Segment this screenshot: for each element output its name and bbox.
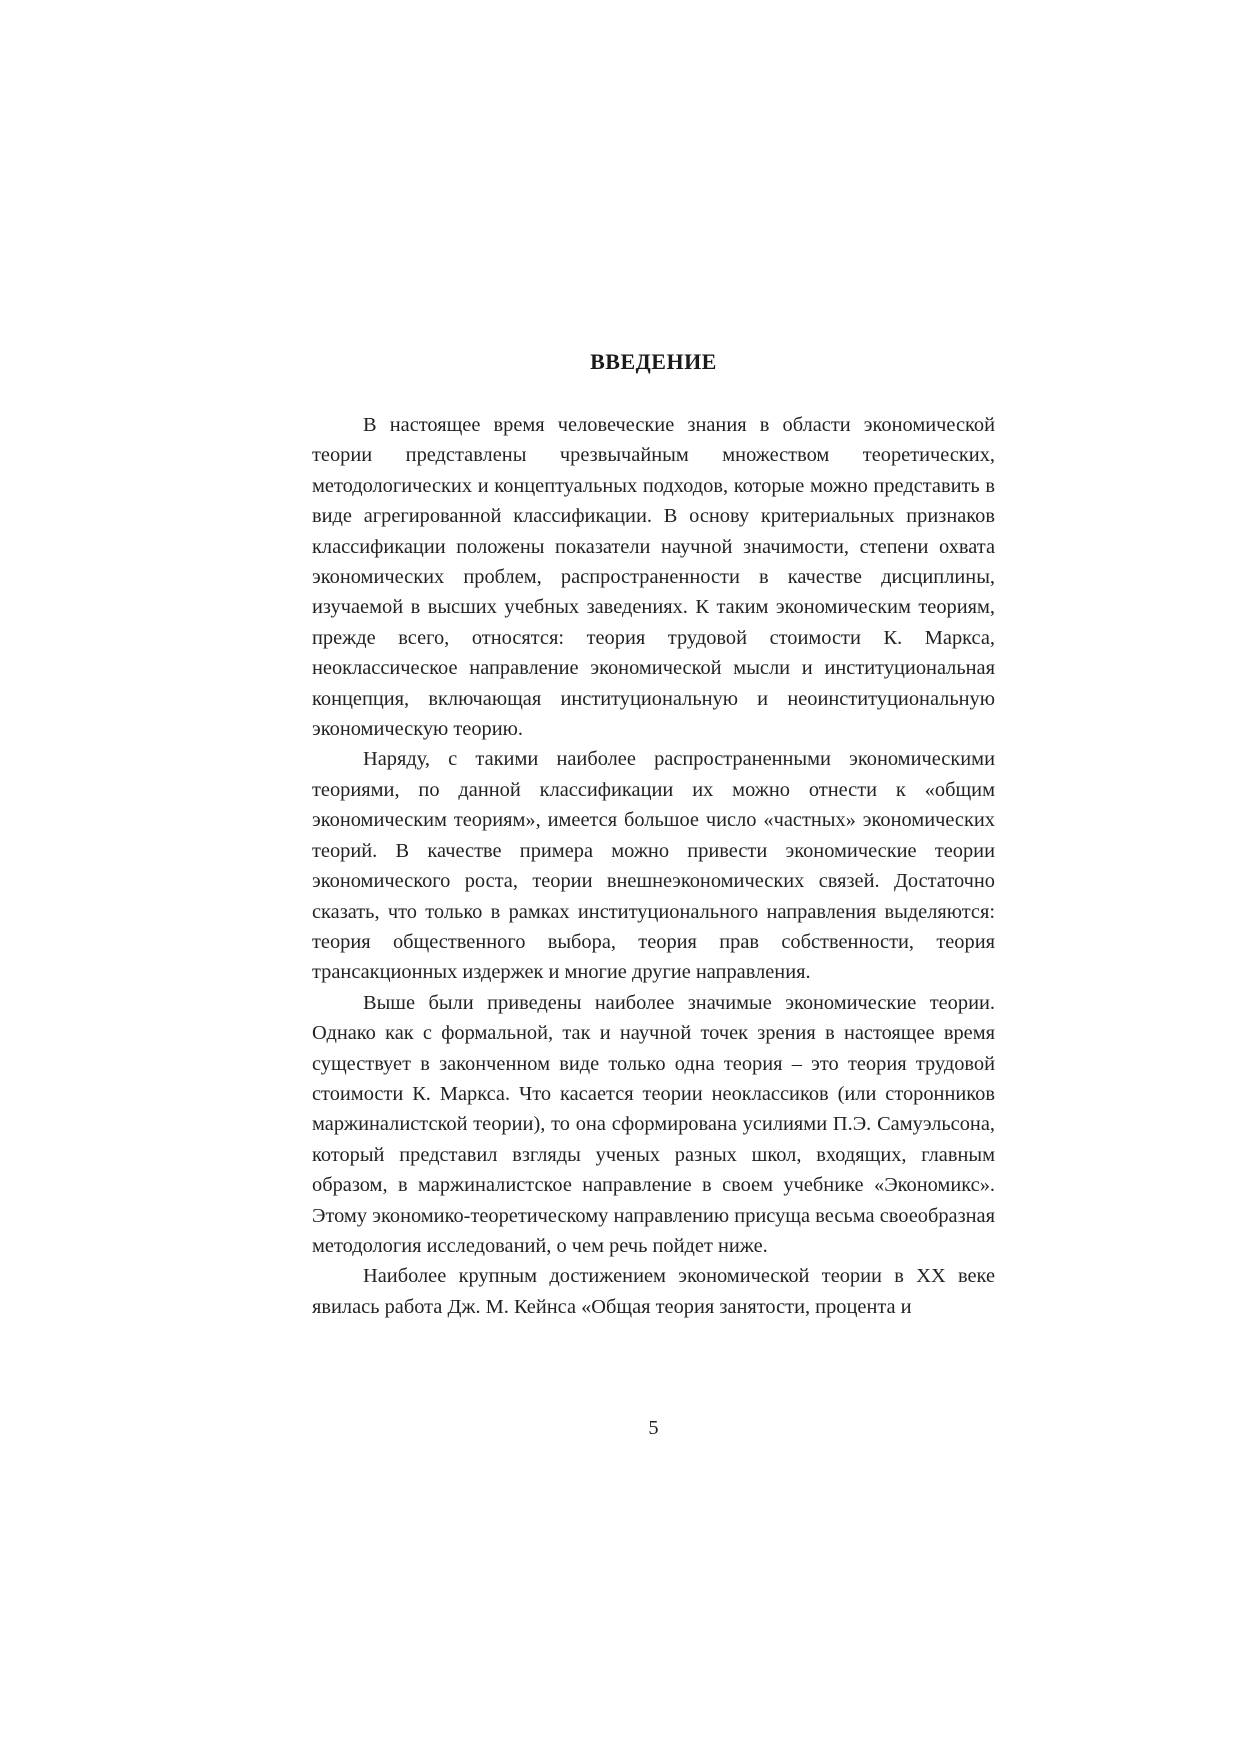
paragraph-2: Наряду, с такими наиболее распространенными экономическими теориями, по данной классификации их можно отнести к «общим экономическим теориям», имеется большое число «частных» экономических теорий. В качестве примера можно привести экономические теории экономического роста, теории внешнеэкономических связей. Достаточно сказать, что только в рамках институционального направления выделяются: теория общественного выбора, теория прав собственности, теория трансакционных издержек и многие другие направления.	[312, 748, 995, 984]
paragraph-4: Наиболее крупным достижением экономической теории в XX веке явилась работа Дж. М. Кейнса «Общая теория занятости, процента и	[312, 1265, 995, 1318]
page-number: 5	[648, 1417, 659, 1439]
paragraph-1: В настоящее время человеческие знания в области экономической теории представлены чрезвычайным множеством теоретических, методологических и концептуальных подходов, которые можно представить в виде агрегированной классификации. В основу критериальных признаков классификации положены показатели научной значимости, степени охвата экономических проблем, распространенности в качестве дисциплины, изучаемой в высших учебных заведениях. К таким экономическим теориям, прежде всего, относятся: теория трудовой стоимости К. Маркса, неоклассическое направление экономической мысли и институциональная концепция, включающая институциональную и неоинституциональную экономическую теорию.	[312, 414, 995, 741]
paragraph-3: Выше были приведены наиболее значимые экономические теории. Однако как с формальной, так и научной точек зрения в настоящее время существует в законченном виде только одна теория – это теория трудовой стоимости К. Маркса. Что касается теории неоклассиков (или сторонников маржиналистской теории), то она сформирована усилиями П.Э. Самуэльсона, который представил взгляды ученых разных школ, входящих, главным образом, в маржиналистское направление в своем учебнике «Экономикс». Этому экономико-теоретическому направлению присуща весьма своеобразная методология исследований, о чем речь пойдет ниже.	[312, 991, 995, 1257]
page-title: ВВЕДЕНИЕ	[590, 349, 717, 374]
body-text	[312, 410, 995, 1322]
